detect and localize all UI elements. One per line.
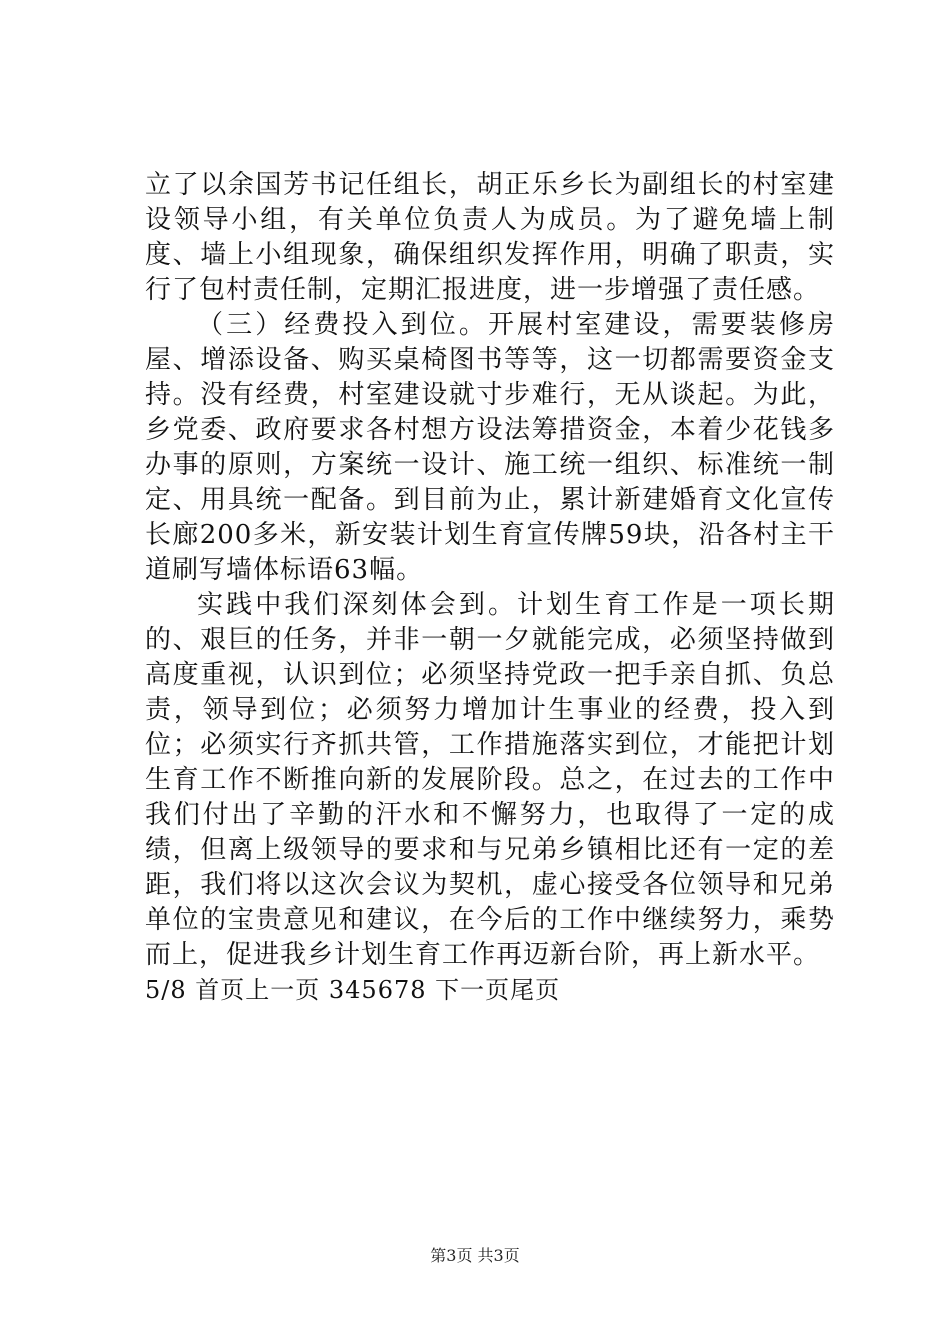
page-footer: 第3页 共3页 (430, 1246, 520, 1265)
body-text (145, 168, 835, 1008)
paragraph-funding: （三）经费投入到位。开展村室建设，需要装修房屋、增添设备、购买桌椅图书等等，这一切都需要资金支持。没有经费，村室建设就寸步难行，无从谈起。为此，乡党委、政府要求各村想方设法筹措资金，本着少花钱多办事的原则，方案统一设计、施工统一组织、标准统一制定、用具统一配备。到目前为止，累计新建婚育文化宣传长廊200多米，新安装计划生育宣传牌59块，沿各村主干道刷写墙体标语63幅。 (145, 310, 835, 585)
pagination-nav[interactable]: 5/8 首页上一页 345678 下一页尾页 (145, 976, 561, 1004)
paragraph-continuation: 立了以余国芳书记任组长，胡正乐乡长为副组长的村室建设领导小组，有关单位负责人为成员。为了避免墙上制度、墙上小组现象，确保组织发挥作用，明确了职责，实行了包村责任制，定期汇报进度，进一步增强了责任感。 (145, 170, 835, 305)
paragraph-conclusion: 实践中我们深刻体会到。计划生育工作是一项长期的、艰巨的任务，并非一朝一夕就能完成，必须坚持做到高度重视，认识到位；必须坚持党政一把手亲自抓、负总责，领导到位；必须努力增加计生事业的经费，投入到位；必须实行齐抓共管，工作措施落实到位，才能把计划生育工作不断推向新的发展阶段。总之，在过去的工作中我们付出了辛勤的汗水和不懈努力，也取得了一定的成绩，但离上级领导的要求和与兄弟乡镇相比还有一定的差距，我们将以这次会议为契机，虚心接受各位领导和兄弟单位的宝贵意见和建议，在今后的工作中继续努力，乘势而上，促进我乡计划生育工作再迈新台阶，再上新水平。 (145, 590, 835, 970)
